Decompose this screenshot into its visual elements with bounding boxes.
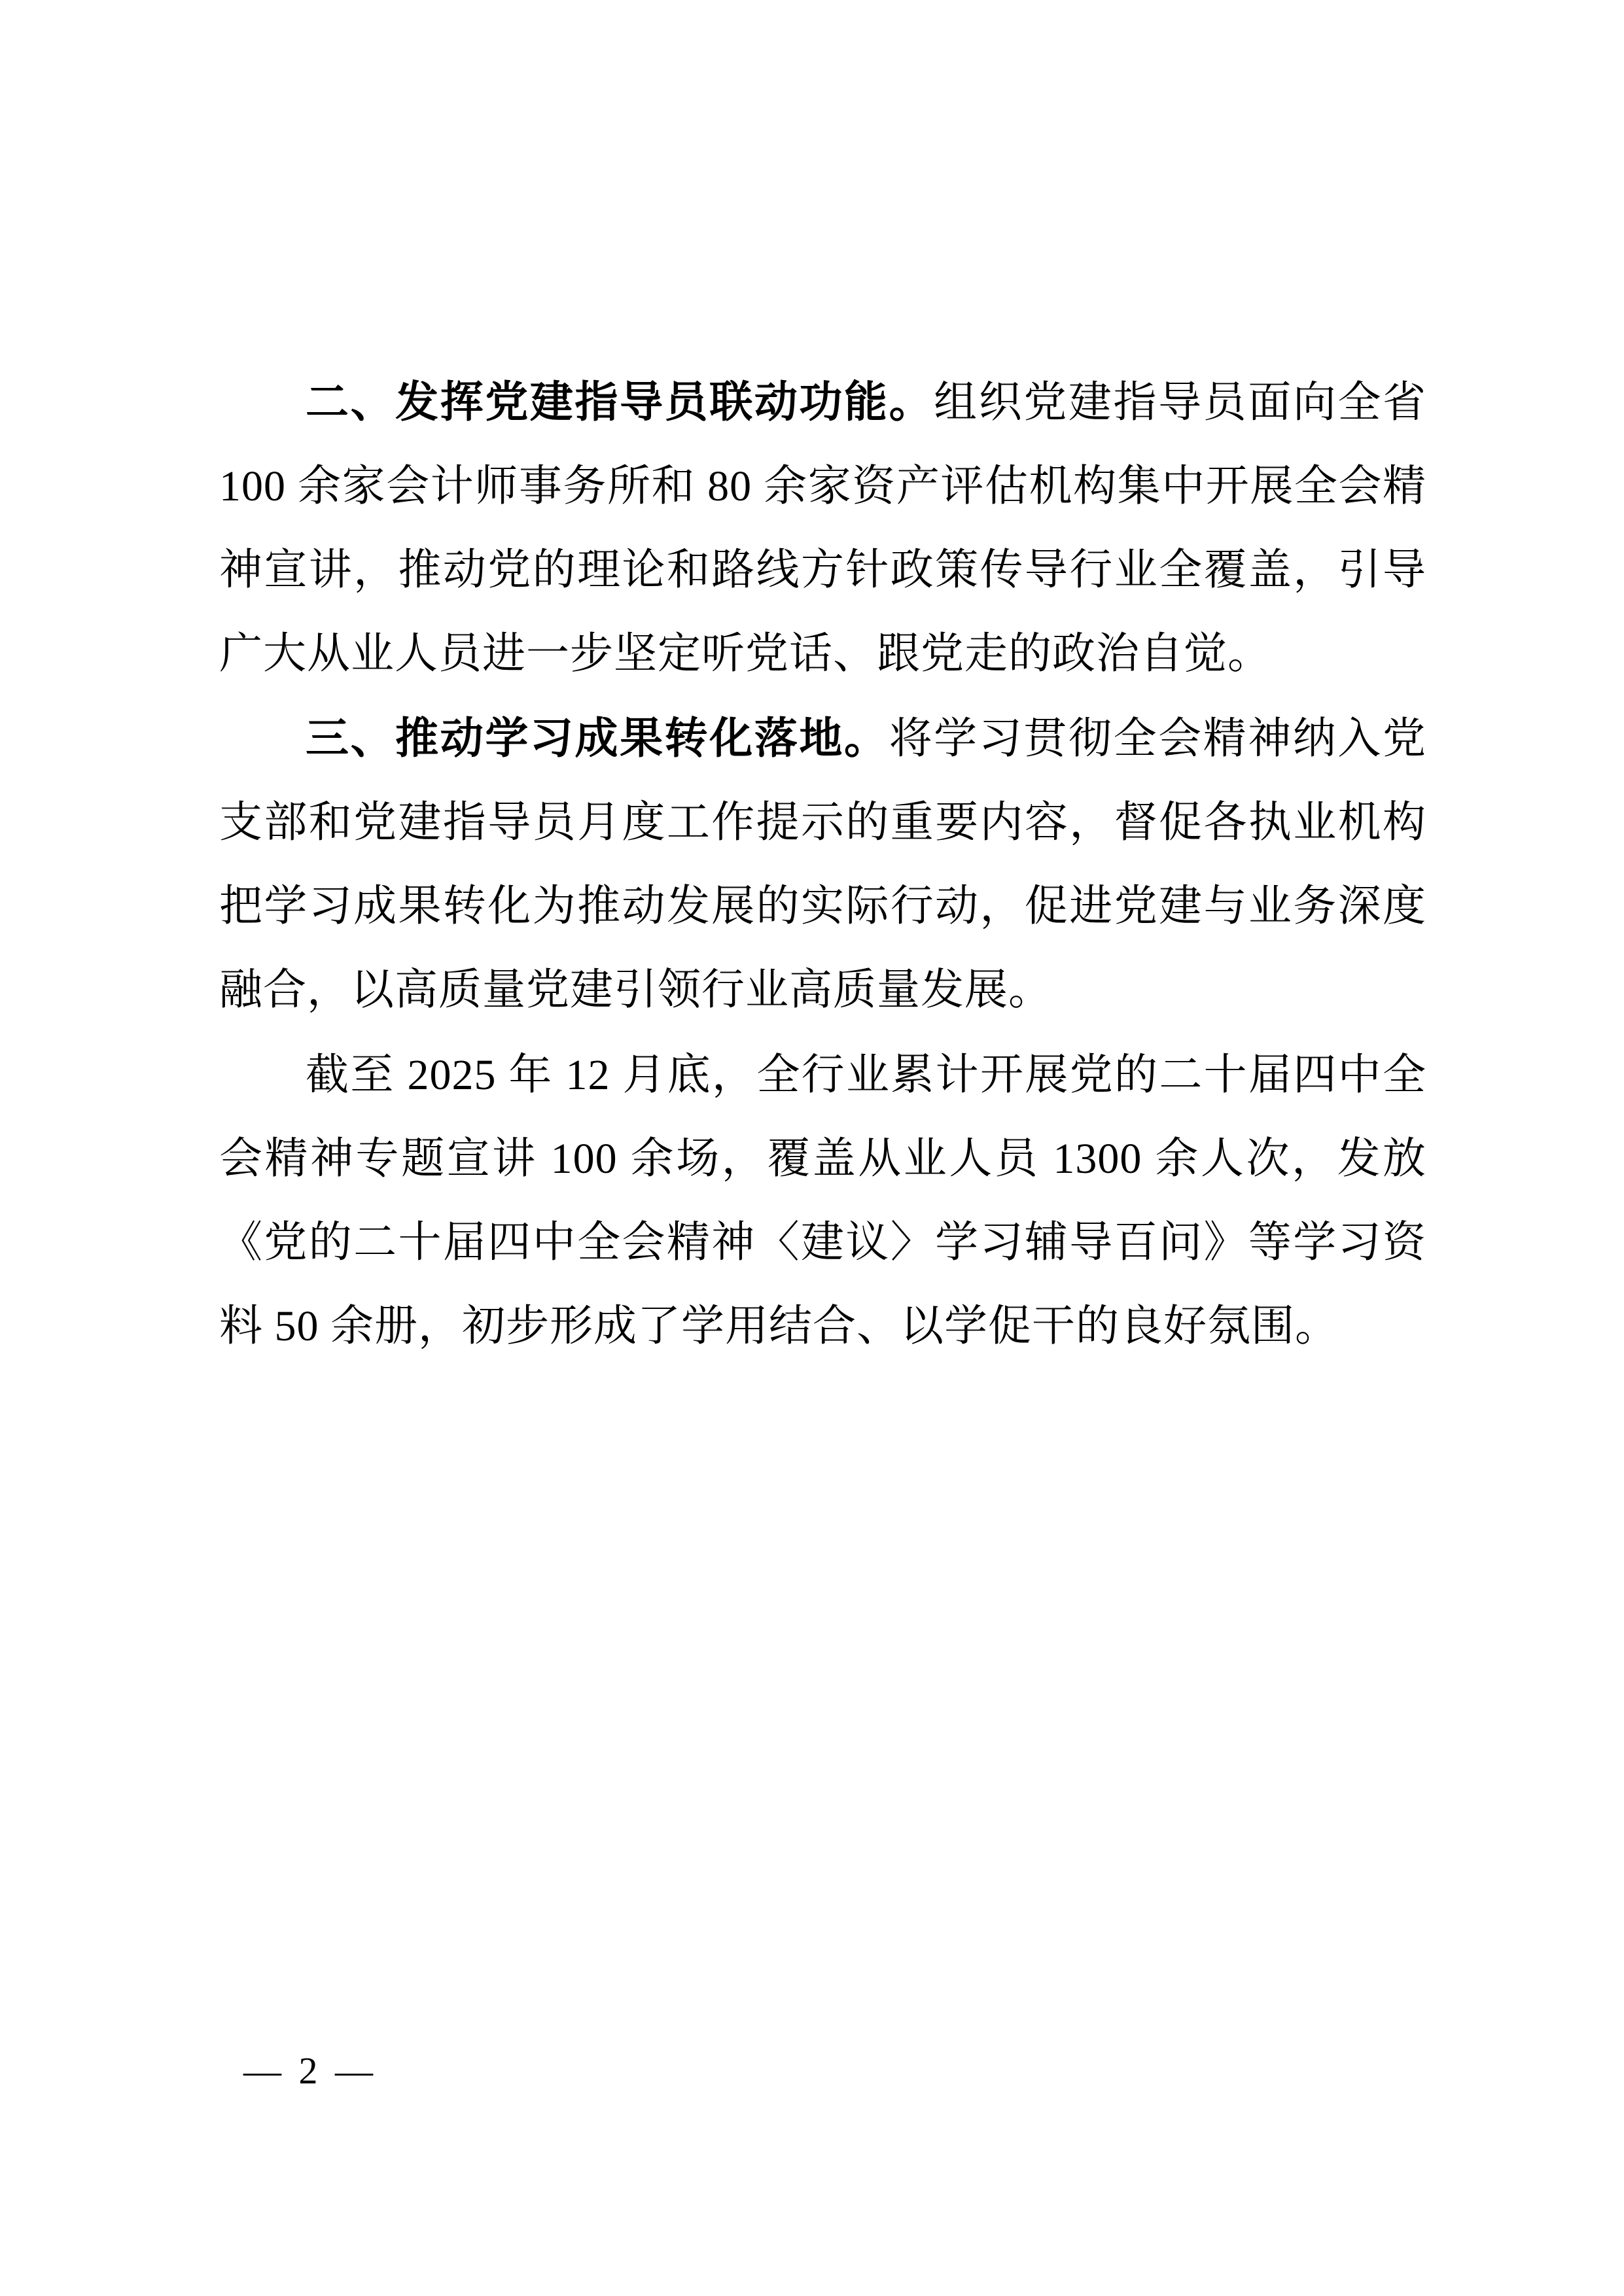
paragraph-section-2 [219,360,1426,696]
paragraph-3-heading: 三、推动学习成果转化落地。 [306,714,889,762]
paragraph-summary [219,1032,1426,1368]
paragraph-section-3 [219,696,1426,1032]
page-number: — 2 — [243,2049,377,2092]
paragraph-2-heading: 二、发挥党建指导员联动功能。 [306,377,934,426]
paragraph-3-body: 将学习贯彻全会精神纳入党支部和党建指导员月度工作提示的重要内容，督促各执业机构把学习成果转化为推动发展的实际行动，促进党建与业务深度融合，以高质量党建引领行业高质量发展。 [219,715,1427,1014]
paragraph-2-body: 组织党建指导员面向全省 100 余家会计师事务所和 80 余家资产评估机构集中开展全会精神宣讲，推动党的理论和路线方针政策传导行业全覆盖，引导广大从业人员进一步坚定听党话、跟党走的政治自觉。 [219,379,1427,678]
paragraph-summary-body: 截至 2025 年 12 月底，全行业累计开展党的二十届四中全会精神专题宣讲 100 余场，覆盖从业人员 1300 余人次，发放《党的二十届四中全会精神〈建议〉学习辅导百问》等学习资料 50 余册，初步形成了学用结合、以学促干的良好氛围。 [219,1051,1426,1350]
document-body [219,360,1426,1368]
